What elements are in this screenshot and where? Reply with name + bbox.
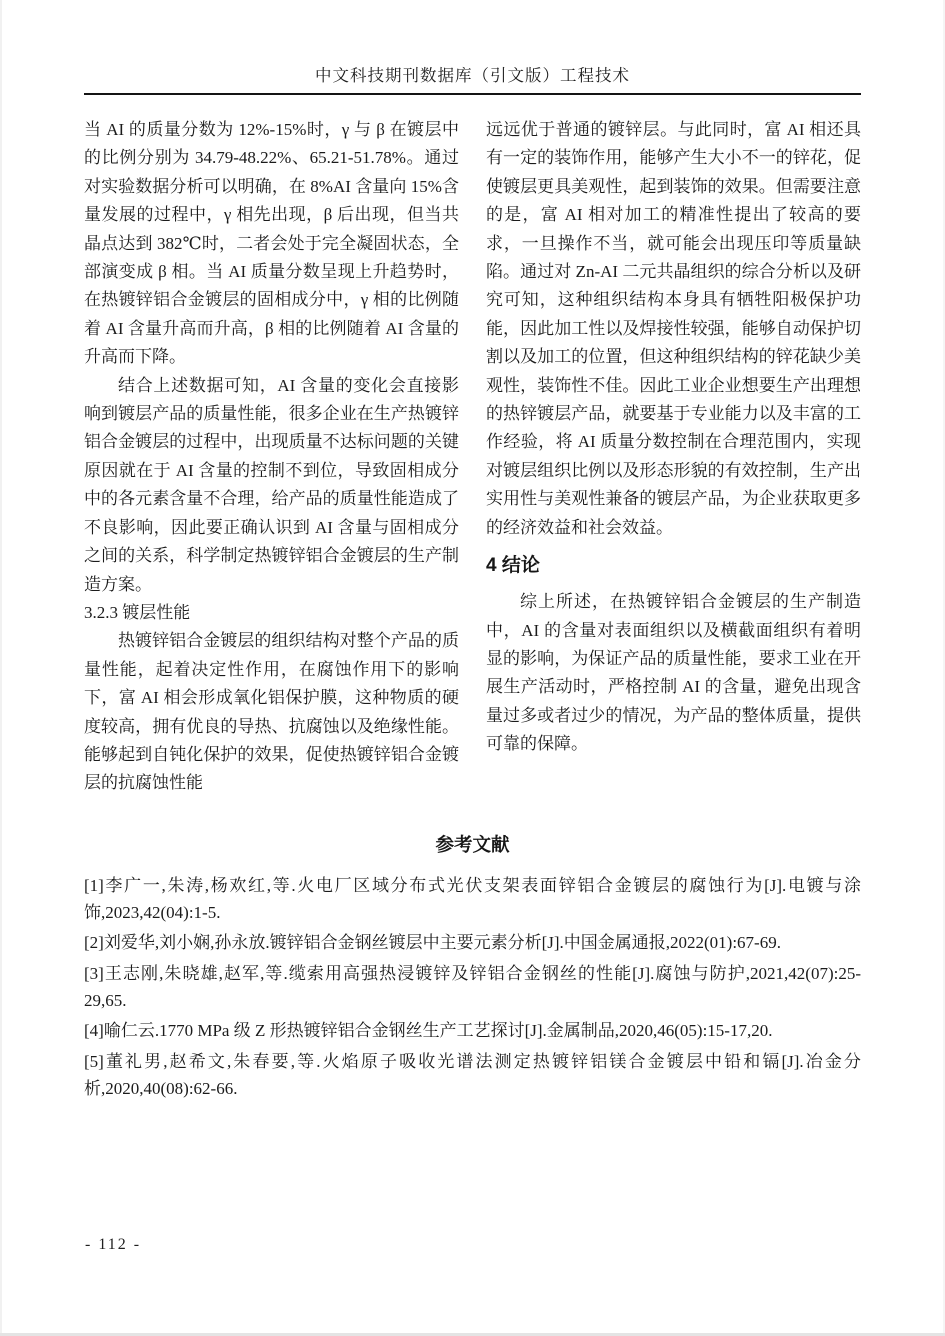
reference-item: [1]李广一,朱涛,杨欢红,等.火电厂区域分布式光伏支架表面锌铝合金镀层的腐蚀行为[J].电镀与涂饰,2023,42(04):1-5.: [84, 875, 861, 923]
header-rule: [84, 93, 861, 95]
two-column-body: [84, 116, 861, 798]
subsection-heading-323: 3.2.3 镀层性能: [84, 602, 191, 622]
body-paragraph: 当 AI 的质量分数为 12%-15%时，γ 与 β 在镀层中的比例分别为 34.79-48.22%、65.21-51.78%。通过对实验数据分析可以明确，在 8%AI 含量向 15%含量发展的过程中，γ 相先出现，β 后出现，但当共晶点达到 382℃时，二者会处于完全凝固状态，全部演变成 β 相。当 AI 质量分数呈现上升趋势时，在热镀锌铝合金镀层的固相成分中，γ 相的比例随着 AI 含量升高而升高，β 相的比例随着 AI 含量的升高而下降。: [84, 120, 459, 367]
right-column: [486, 116, 861, 798]
references-title: 参考文献: [435, 833, 510, 855]
reference-item: [3]王志刚,朱晓雄,赵军,等.缆索用高强热浸镀锌及锌铝合金钢丝的性能[J].腐蚀与防护,2021,42(07):25-29,65.: [84, 963, 861, 1010]
reference-item: [4]喻仁云.1770 MPa 级 Z 形热镀锌铝合金钢丝生产工艺探讨[J].金属制品,2020,46(05):15-17,20.: [84, 1021, 773, 1041]
body-paragraph: 远远优于普通的镀锌层。与此同时，富 AI 相还具有一定的装饰作用，能够产生大小不一的锌花，促使镀层更具美观性，起到装饰的效果。但需要注意的是，富 AI 相对加工的精准性提出了较高的要求，一旦操作不当，就可能会出现压印等质量缺陷。通过对 Zn-AI 二元共晶组织的综合分析以及研究可知，这种组织结构本身具有牺牲阳极保护功能，因此加工性以及焊接性较强，能够自动保护切割以及加工的位置，但这种组织结构的锌花缺少美观性，装饰性不佳。因此工业企业想要生产出理想的热锌镀层产品，就要基于专业能力以及丰富的工作经验，将 AI 质量分数控制在合理范围内，实现对镀层组织比例以及形态形貌的有效控制，生产出实用性与美观性兼备的镀层产品，为企业获取更多的经济效益和社会效益。: [486, 120, 861, 537]
page-left-edge: [0, 0, 2, 1336]
page-number: - 112 -: [85, 1236, 142, 1253]
section-heading-conclusion: 4 结论: [486, 555, 540, 577]
journal-header: 中文科技期刊数据库（引文版）工程技术: [315, 66, 630, 85]
body-paragraph: 综上所述，在热镀锌铝合金镀层的生产制造中，AI 的含量对表面组织以及横截面组织有着明显的影响，为保证产品的质量性能，要求工业在开展生产活动时，严格控制 AI 的含量，避免出现含量过多或者过少的情况，为产品的整体质量，提供可靠的保障。: [486, 592, 861, 754]
references-section: [84, 831, 861, 1102]
reference-item: [2]刘爱华,刘小娴,孙永放.镀锌铝合金钢丝镀层中主要元素分析[J].中国金属通报,2022(01):67-69.: [84, 933, 781, 953]
body-paragraph: 热镀锌铝合金镀层的组织结构对整个产品的质量性能，起着决定性作用，在腐蚀作用下的影响下，富 AI 相会形成氧化铝保护膜，这种物质的硬度较高，拥有优良的导热、抗腐蚀以及绝缘性能。能够起到自钝化保护的效果，促使热镀锌铝合金镀层的抗腐蚀性能: [84, 631, 459, 793]
left-column: [84, 116, 459, 798]
body-paragraph: 结合上述数据可知，AI 含量的变化会直接影响到镀层产品的质量性能，很多企业在生产热镀锌铝合金镀层的过程中，出现质量不达标问题的关键原因就在于 AI 含量的控制不到位，导致固相成分中的各元素含量不合理，给产品的质量性能造成了不良影响，因此要正确认识到 AI 含量与固相成分之间的关系，科学制定热镀锌铝合金镀层的生产制造方案。: [84, 375, 459, 594]
reference-item: [5]董礼男,赵希文,朱春要,等.火焰原子吸收光谱法测定热镀锌铝镁合金镀层中铅和镉[J].冶金分析,2020,40(08):62-66.: [84, 1051, 861, 1098]
